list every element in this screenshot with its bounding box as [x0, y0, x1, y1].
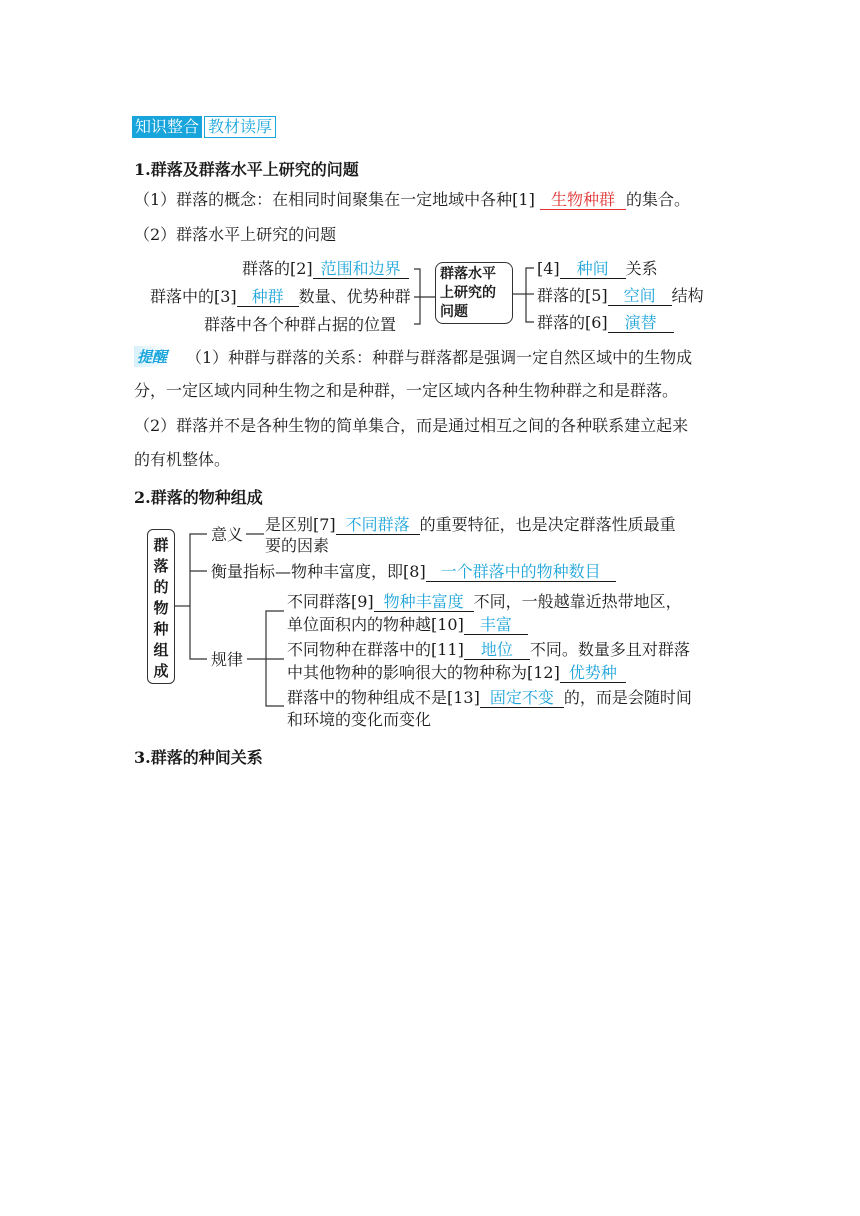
left-item-tail: 数量、优势种群 — [298, 287, 411, 306]
tip-line-4: 的有机整体。 — [134, 450, 231, 469]
research-questions-heading: （2）群落水平上研究的问题 — [134, 225, 337, 244]
left-item-text: 群落中的[3] — [150, 287, 237, 306]
definition-tail: 的集合。 — [625, 190, 690, 209]
right-item-tail: 结构 — [671, 286, 704, 305]
answer-5: 空间 — [608, 286, 672, 306]
rule-text: 群落中的物种组成不是[13] — [287, 688, 480, 707]
meaning-text: 是区别[7] — [265, 515, 336, 534]
rule-3-line-2: 和环境的变化而变化 — [287, 710, 432, 729]
section-2-title: 2.群落的物种组成 — [134, 488, 263, 507]
rule-text: 中其他物种的影响很大的物种称为[12] — [287, 663, 560, 682]
rule-label: 规律 — [211, 650, 244, 669]
definition-text: （1）群落的概念：在相同时间聚集在一定地域中各种[1] — [134, 190, 535, 209]
answer-4: 种间 — [560, 259, 626, 279]
right-item-tail: 关系 — [625, 259, 658, 278]
rule-text: 单位面积内的物种越[10] — [287, 615, 464, 634]
meaning-tail: 的重要特征，也是决定群落性质最重 — [419, 515, 676, 534]
answer-2: 范围和边界 — [313, 259, 409, 279]
tip-line-3: （2）群落并不是各种生物的简单集合，而是通过相互之间的各种联系建立起来 — [134, 416, 689, 435]
right-item-text: 群落的[6] — [537, 313, 608, 332]
section-3-title: 3.群落的种间关系 — [134, 748, 263, 767]
answer-7: 不同群落 — [336, 515, 420, 535]
left-item-position: 群落中各个种群占据的位置 — [204, 315, 397, 334]
answer-12: 优势种 — [560, 663, 626, 683]
right-item-text: [4] — [537, 259, 560, 278]
measure-text: —物种丰富度，即[8] — [275, 562, 426, 581]
answer-9: 物种丰富度 — [374, 592, 474, 612]
measure-label: 衡量指标 — [211, 562, 276, 581]
right-item-text: 群落的[5] — [537, 286, 608, 305]
rule-tail: 不同。数量多且对群落 — [529, 640, 690, 659]
header-tag-knowledge: 知识整合 — [132, 116, 202, 138]
research-center-box: 群落水平上研究的问题 — [435, 262, 513, 324]
answer-3: 种群 — [237, 287, 299, 307]
meaning-label: 意义 — [211, 525, 244, 544]
rule-tail: 不同，一般越靠近热带地区， — [473, 592, 682, 611]
rule-tail: 的，而是会随时间 — [563, 688, 692, 707]
species-composition-box: 群落的物种组成 — [147, 529, 175, 684]
rule-text: 不同群落[9] — [287, 592, 374, 611]
rule-text: 不同物种在群落中的[11] — [287, 640, 464, 659]
header-tag-textbook: 教材读厚 — [204, 116, 276, 138]
tip-line-2: 分，一定区域内同种生物之和是种群，一定区域内各种生物种群之和是群落。 — [134, 381, 679, 400]
section-1-title: 1.群落及群落水平上研究的问题 — [134, 160, 359, 179]
answer-11: 地位 — [464, 640, 530, 660]
answer-13: 固定不变 — [480, 688, 564, 708]
answer-10: 丰富 — [464, 615, 528, 635]
left-item-text: 群落的[2] — [242, 259, 313, 278]
tip-line-1: （1）种群与群落的关系：种群与群落都是强调一定自然区域中的生物成 — [186, 348, 693, 367]
tip-label: 提醒 — [134, 346, 170, 367]
answer-1: 生物种群 — [540, 190, 626, 210]
answer-6: 演替 — [608, 313, 674, 333]
answer-8: 一个群落中的物种数目 — [426, 562, 616, 582]
meaning-line-2: 要的因素 — [265, 536, 330, 555]
